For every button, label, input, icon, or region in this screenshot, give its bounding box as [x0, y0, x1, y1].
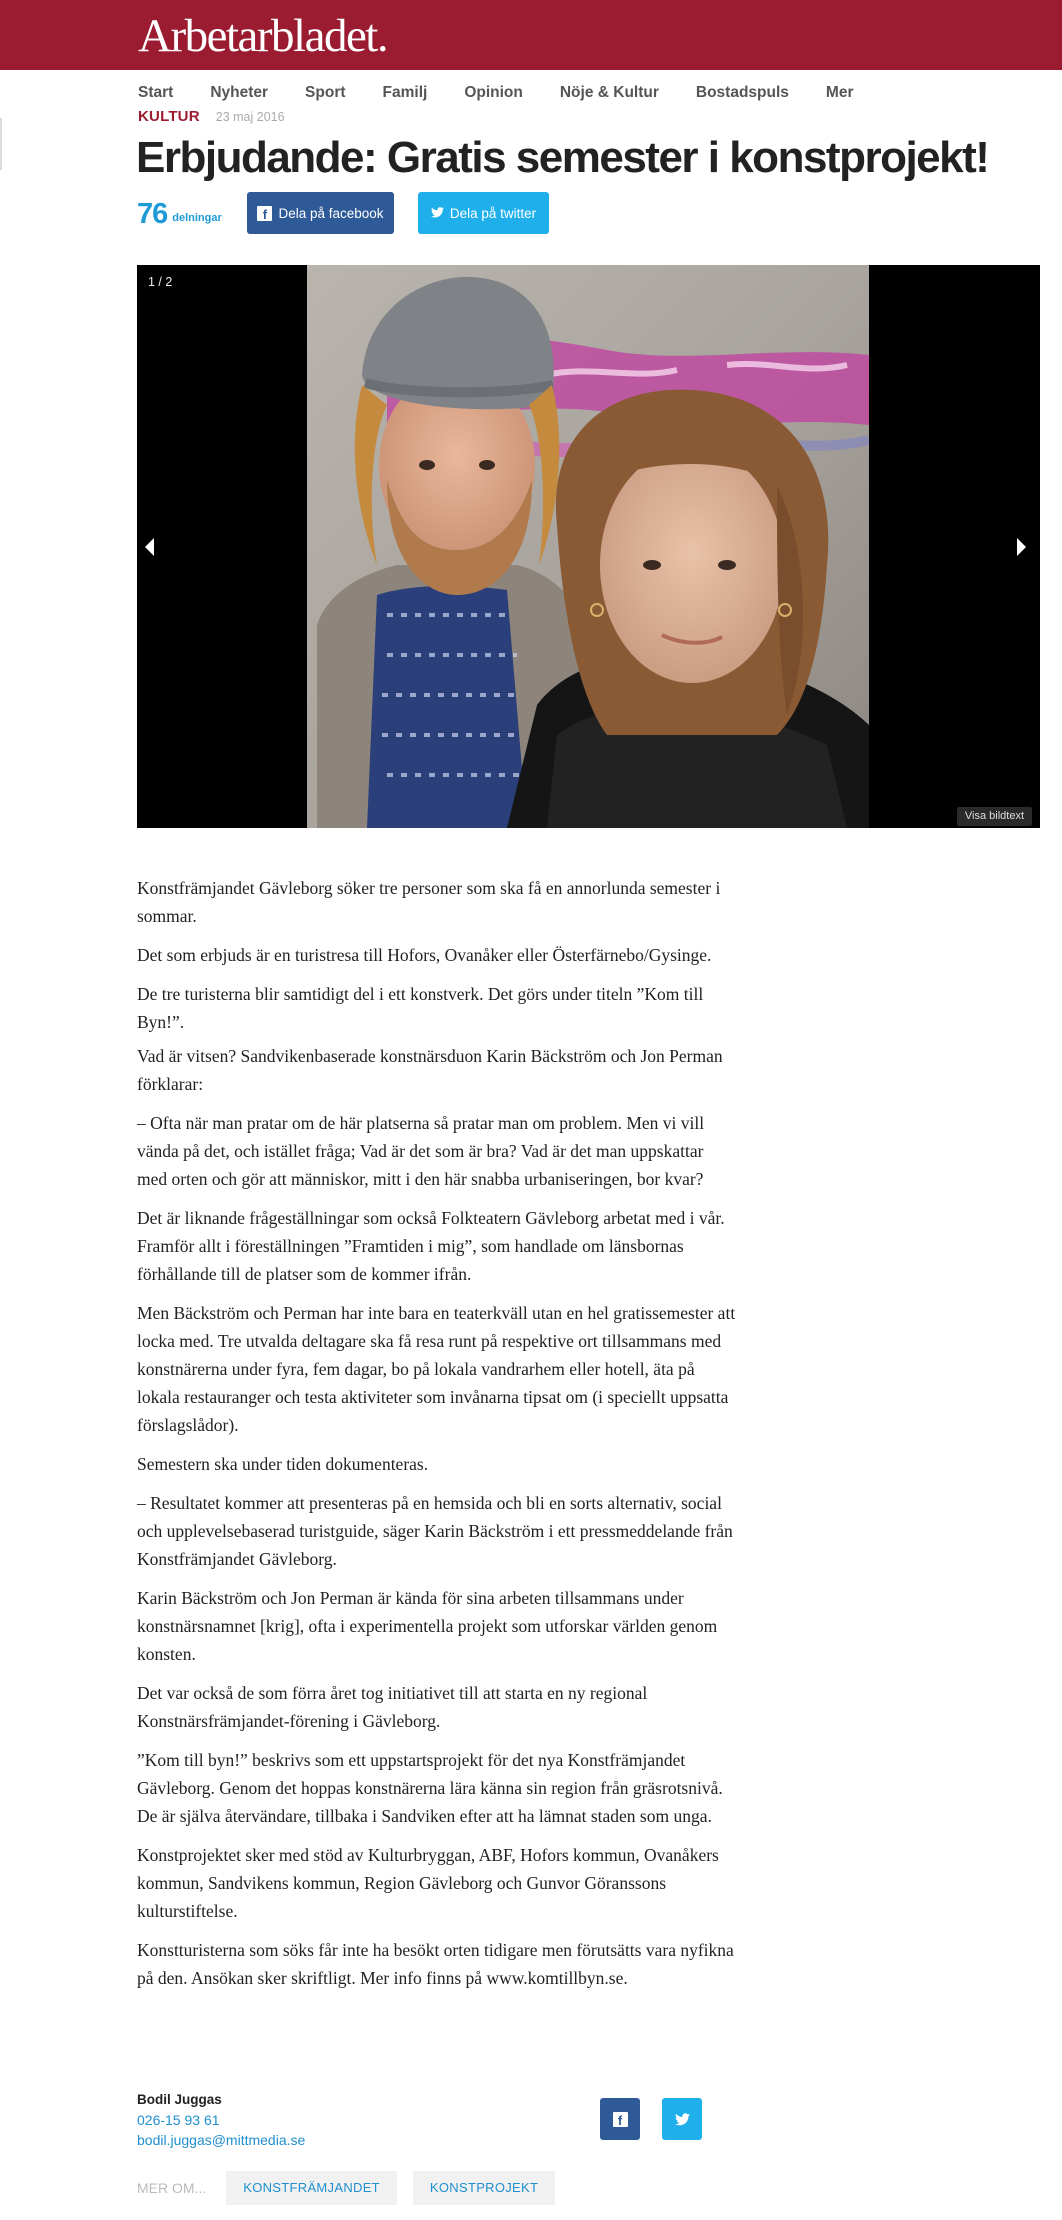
gallery-counter: 1 / 2 [148, 275, 173, 289]
article-paragraph: Det är liknande frågeställningar som också Folkteatern Gävleborg arbetat med i vår. Framför allt i föreställningen ”Framtiden i mig”, som handlade om länsbornas förhållande till de platser som de kommer ifrån. [137, 1208, 725, 1284]
tag-konstprojekt[interactable]: KONSTPROJEKT [413, 2171, 555, 2205]
article-paragraph: Semestern ska under tiden dokumenteras. [137, 1454, 429, 1474]
article-paragraph: – Resultatet kommer att presenteras på en hemsida och bli en sorts alternativ, social och upplevelsebaserad turistguide, säger Karin Bäckström i ett pressmeddelande från Konstfrämjandet Gävleborg. [137, 1493, 733, 1569]
article-paragraph: Konstprojektet sker med stöd av Kulturbryggan, ABF, Hofors kommun, Ovanåkers kommun, Sandvikens kommun, Region Gävleborg och Gunvor Göranssons kulturstiftelse. [137, 1845, 719, 1921]
article-paragraph: Konstfrämjandet Gävleborg söker tre personer som ska få en annorlunda semester i sommar. [137, 878, 721, 926]
article-paragraph: Det som erbjuds är en turistresa till Hofors, Ovanåker eller Österfärnebo/Gysinge. [137, 945, 712, 965]
article-paragraph: Konstturisterna som söks får inte ha besökt orten tidigare men förutsätts vara nyfikna på den. Ansökan sker skriftligt. Mer info finns på www.komtillbyn.se. [137, 1940, 734, 1988]
article-title: Erbjudande: Gratis semester i konstprojekt! [136, 133, 989, 182]
article-paragraph: ”Kom till byn!” beskrivs som ett uppstartsprojekt för det nya Konstfrämjandet Gävleborg. Genom det hoppas konstnärerna lära känna sin region från gräsrotsnivå. De är själva återvändare, tillbaka i Sandviken efter att ha lämnat staden som unga. [137, 1750, 723, 1826]
site-logo[interactable]: Arbetarbladet. [138, 10, 388, 62]
article-paragraph: – Ofta när man pratar om de här platserna så pratar man om problem. Men vi vill vända på det, och istället fråga; Vad är det som är bra? Vad är det man uppskattar med orten och gör att människor, mitt i den här snabba urbaniseringen, bor kvar? [137, 1113, 705, 1189]
tag-konstframjandet[interactable]: KONSTFRÄMJANDET [226, 2171, 397, 2205]
share-twitter-button[interactable] [418, 192, 549, 234]
share-twitter-label: Dela på twitter [449, 205, 537, 221]
page-edge-rule [0, 118, 2, 170]
related-tags [137, 2171, 571, 2205]
share-facebook-button[interactable] [247, 192, 394, 234]
chevron-left-icon [143, 537, 155, 557]
main-nav [138, 82, 890, 104]
section-label[interactable]: KULTUR [138, 108, 200, 125]
chevron-right-icon [1016, 537, 1028, 557]
article-paragraph: Vad är vitsen? Sandvikenbaserade konstnärsduon Karin Bäckström och Jon Perman förklarar: [137, 1046, 723, 1094]
nav-item-bostadspuls[interactable]: Bostadspuls [695, 84, 789, 101]
image-gallery[interactable] [137, 265, 1040, 828]
author-phone[interactable]: 026-15 93 61 [137, 2112, 220, 2128]
twitter-icon [675, 2113, 690, 2126]
author-byline [137, 2090, 437, 2150]
share-facebook-label: Dela på facebook [278, 205, 384, 221]
share-twitter-icon-button[interactable] [662, 2098, 702, 2140]
masthead [0, 0, 1062, 70]
share-facebook-icon-button[interactable] [600, 2098, 640, 2140]
nav-item-familj[interactable]: Familj [382, 84, 428, 101]
nav-item-mer[interactable]: Mer [825, 84, 854, 101]
article-paragraph: Det var också de som förra året tog initiativet till att starta en ny regional Konstnärsfrämjandet-förening i Gävleborg. [137, 1683, 648, 1731]
gallery-prev-button[interactable] [137, 529, 161, 565]
nav-item-nyheter[interactable]: Nyheter [210, 84, 269, 101]
share-bar [137, 192, 537, 236]
nav-item-noje-kultur[interactable]: Nöje & Kultur [559, 84, 659, 101]
article-paragraph: Men Bäckström och Perman har inte bara en teaterkväll utan en hel gratissemester att locka med. Tre utvalda deltagare ska få resa runt på respektive ort tillsammans med konstnärerna under fyra, fem dagar, bo på lokala vandrarhem eller hotell, äta på lokala restauranger och testa aktiviteter som invånarna tipsat om (i speciellt uppsatta förslagslådor). [137, 1303, 736, 1435]
facebook-icon: f [257, 206, 272, 221]
publish-date: 23 maj 2016 [215, 110, 285, 124]
gallery-photo [307, 265, 869, 828]
article-body [137, 874, 737, 2003]
nav-item-start[interactable]: Start [138, 84, 174, 101]
tags-label: MER OM... [137, 2180, 207, 2196]
nav-item-opinion[interactable]: Opinion [464, 84, 523, 101]
share-count-label: delningar [172, 212, 222, 224]
author-name: Bodil Juggas [137, 2092, 222, 2107]
article-paragraph: De tre turisterna blir samtidigt del i ett konstverk. Det görs under titeln ”Kom till Byn!”. [137, 984, 704, 1032]
share-count: 76 [137, 197, 168, 230]
gallery-next-button[interactable] [1010, 529, 1034, 565]
article-paragraph: Karin Bäckström och Jon Perman är kända för sina arbeten tillsammans under konstnärsnamnet [krig], ofta i experimentella projekt som utforskar världen genom konsten. [137, 1588, 718, 1664]
twitter-icon [431, 206, 444, 221]
nav-item-sport[interactable]: Sport [305, 84, 346, 101]
facebook-icon: f [613, 2112, 628, 2127]
author-email[interactable]: bodil.juggas@mittmedia.se [137, 2132, 306, 2148]
article-meta [138, 108, 285, 128]
show-caption-button[interactable]: Visa bildtext [957, 807, 1032, 826]
